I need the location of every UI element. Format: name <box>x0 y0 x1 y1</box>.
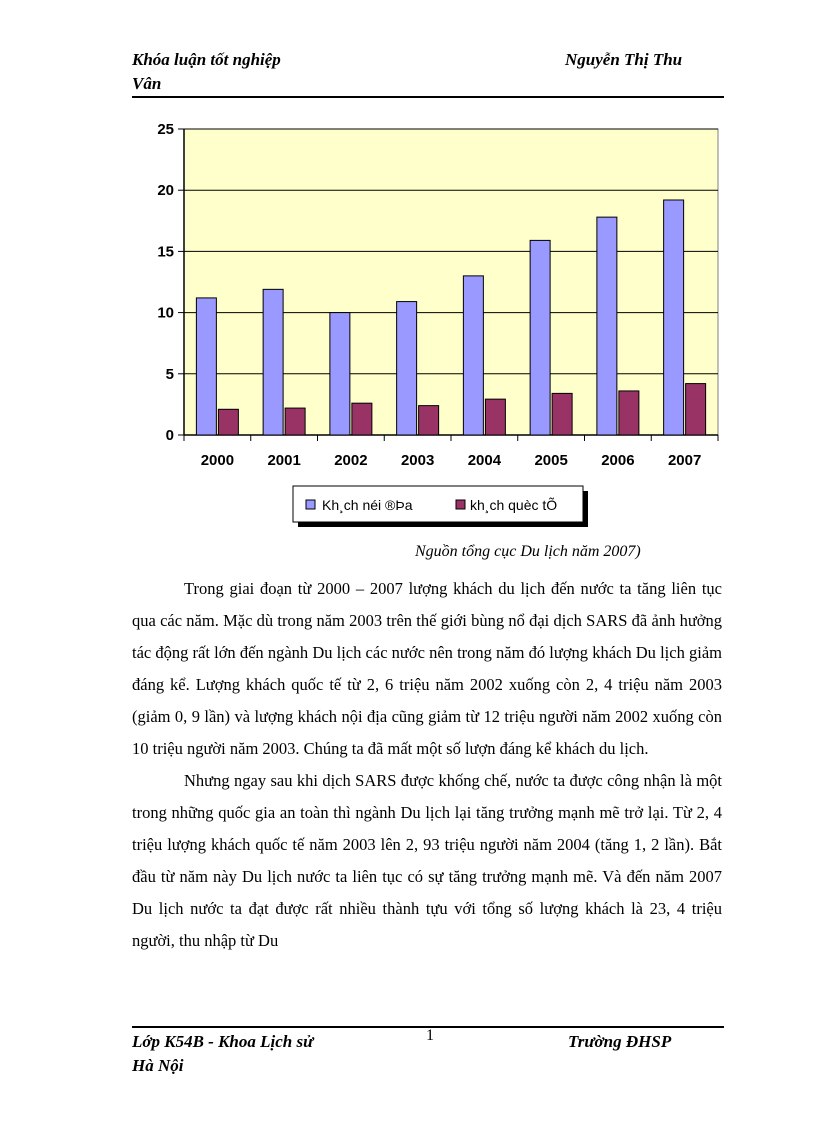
x-tick-label: 2002 <box>334 452 368 469</box>
header-right: Nguyễn Thị Thu <box>565 50 683 69</box>
bar-international-2004 <box>485 399 505 435</box>
legend-label-international: kh¸ch quèc tÕ <box>470 497 558 513</box>
y-tick-label: 20 <box>157 182 174 200</box>
x-tick-label: 2003 <box>400 452 435 469</box>
y-tick-label: 25 <box>157 121 174 138</box>
x-tick-label: 2007 <box>667 452 702 469</box>
bar-domestic-2007 <box>664 200 684 435</box>
paragraph-1: Trong giai đoạn từ 2000 – 2007 lượng khách du lịch đến nước ta tăng liên tục qua các năm. Mặc dù trong năm 2003 trên thế giới bùng nổ đại dịch SARS đã ảnh hưởng tác động rất lớn đến ngành Du lịch các nước nên trong năm đó lượng khách Du lịch giảm đáng kể. Lượng khách quốc tế từ 2, 6 triệu năm 2002 xuống còn 2, 4 triệu năm 2003 (giảm 0, 9 lần) và lượng khách nội địa cũng giảm từ 12 triệu người năm 2002 xuống còn 10 triệu người năm 2003. Chúng ta đã mất một số lượn đáng kể khách du lịch. <box>132 579 722 758</box>
footer-left-line2: Hà Nội <box>132 1056 184 1075</box>
bar-international-2001 <box>285 408 305 435</box>
bar-domestic-2004 <box>463 276 483 435</box>
x-tick-label: 2005 <box>534 452 568 469</box>
footer-left-line1: Lớp K54B - Khoa Lịch sử <box>132 1032 314 1051</box>
page-number: 1 <box>426 1027 434 1044</box>
legend-label-domestic: Kh¸ch néi ®Þa <box>322 497 413 513</box>
bar-international-2002 <box>352 403 372 435</box>
bar-domestic-2001 <box>263 289 283 435</box>
header-rule <box>132 96 724 98</box>
bar-international-2006 <box>619 391 639 435</box>
x-tick-label: 2000 <box>200 452 235 469</box>
bar-international-2000 <box>218 409 238 435</box>
y-tick-label: 5 <box>165 365 174 383</box>
header-left-line1: Khóa luận tốt nghiệp <box>132 50 281 69</box>
bar-domestic-2005 <box>530 240 550 435</box>
paragraph-2: Nhưng ngay sau khi dịch SARS được khống chế, nước ta được công nhận là một trong những quốc gia an toàn thì ngành Du lịch lại tăng trưởng mạnh mẽ trở lại. Từ 2, 4 triệu lượng khách quốc tế năm 2003 lên 2, 93 triệu người năm 2004 (tăng 1, 2 lần). Bắt đầu từ năm này Du lịch nước ta liên tục có sự tăng trưởng mạnh mẽ. Và đến năm 2007 Du lịch nước ta đạt được rất nhiều thành tựu với tổng số lượng khách là 23, 4 triệu người, thu nhập từ Du <box>132 771 722 950</box>
bar-domestic-2006 <box>597 217 617 435</box>
legend-swatch-international <box>456 500 465 509</box>
source-note: Nguồn tổng cục Du lịch năm 2007) <box>415 543 641 560</box>
bar-domestic-2000 <box>196 298 216 435</box>
bar-international-2005 <box>552 393 572 435</box>
x-tick-label: 2006 <box>601 452 635 469</box>
x-tick-label: 2004 <box>467 452 502 469</box>
body-text <box>132 573 722 957</box>
bar-domestic-2003 <box>397 302 417 435</box>
bar-international-2007 <box>686 384 706 435</box>
y-tick-label: 0 <box>165 427 174 444</box>
header-left-line2: Vân <box>132 74 162 93</box>
bar-domestic-2002 <box>330 313 350 435</box>
x-tick-label: 2001 <box>267 452 301 469</box>
bar-international-2003 <box>419 406 439 435</box>
y-tick-label: 10 <box>157 304 174 322</box>
footer-right: Trường ĐHSP <box>568 1032 672 1051</box>
y-tick-label: 15 <box>157 243 174 261</box>
chart <box>130 110 730 535</box>
legend-swatch-domestic <box>306 500 315 509</box>
